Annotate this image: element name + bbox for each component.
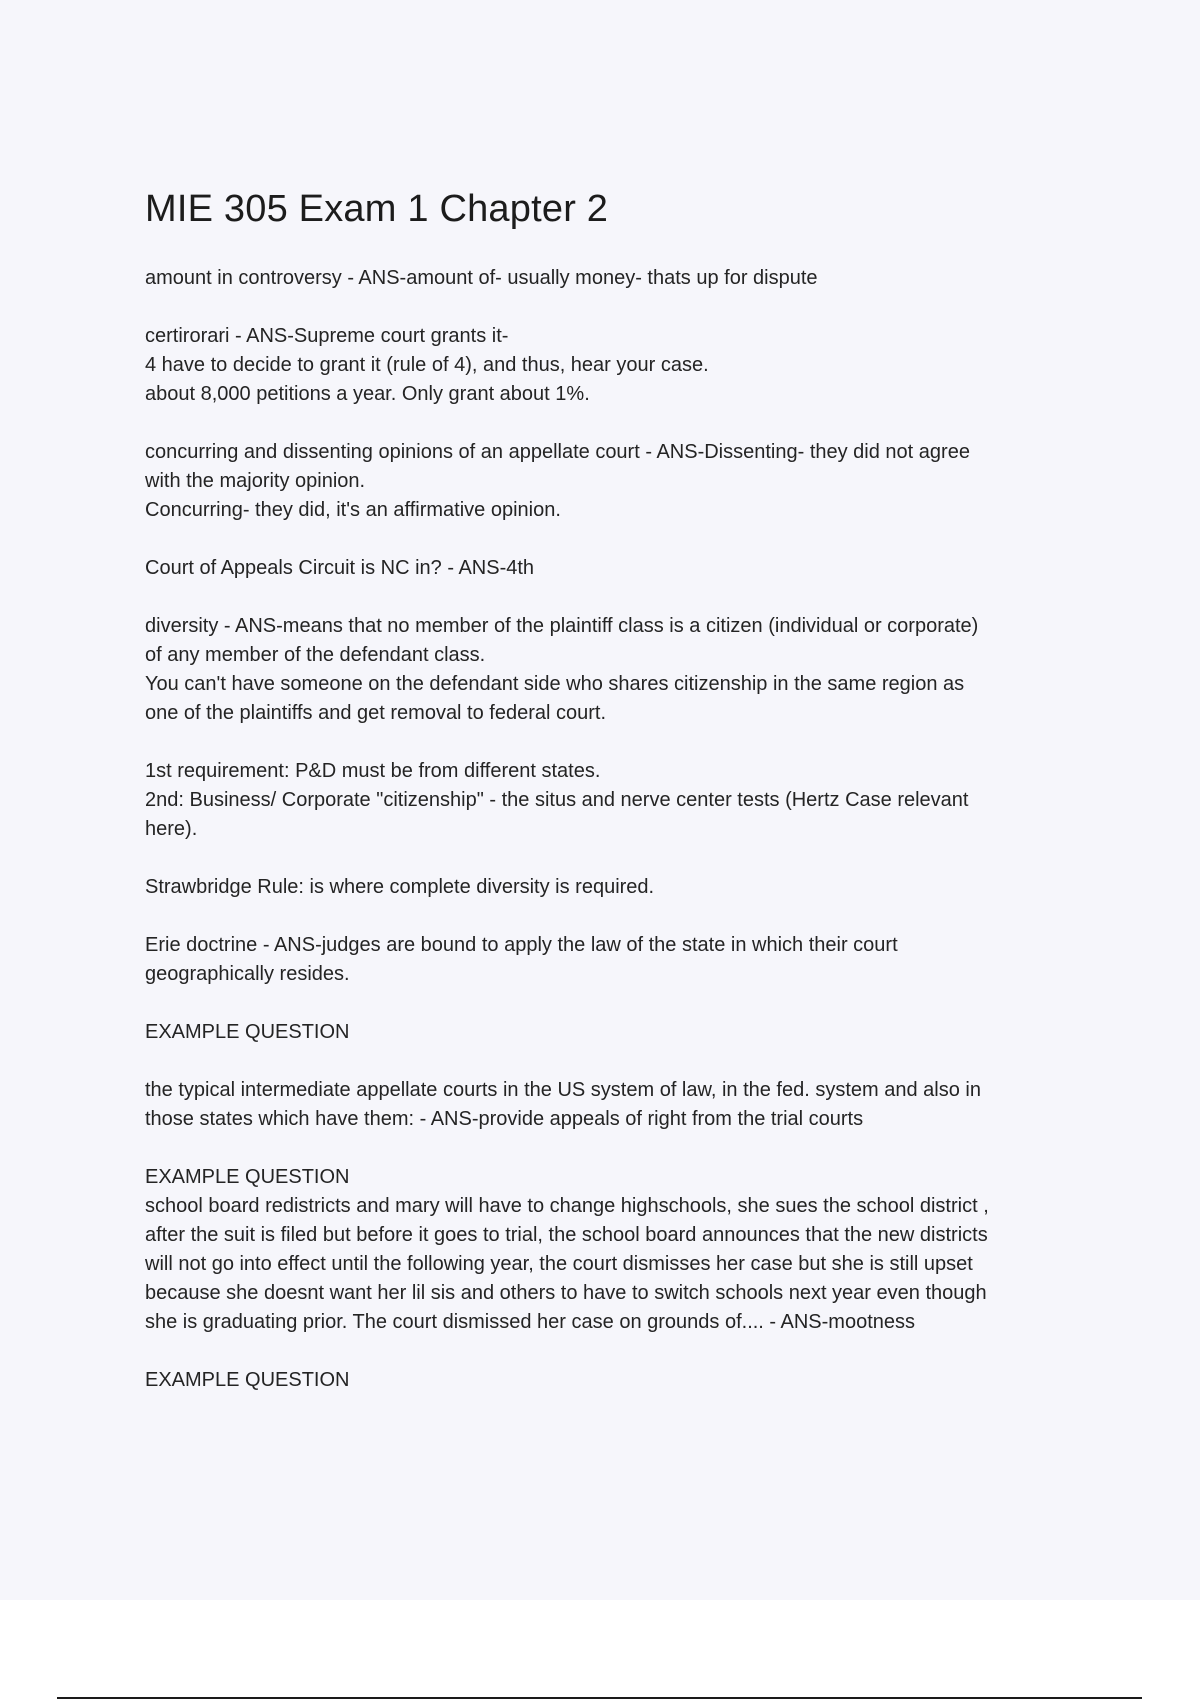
- text-line: 2nd: Business/ Corporate "citizenship" - the situs and nerve center tests (Hertz Case relevant: [145, 789, 969, 811]
- flashcard-court-of-appeals-circuit: [145, 554, 1085, 583]
- text-line: geographically resides.: [145, 963, 350, 985]
- text-line: here).: [145, 818, 198, 840]
- text-line: Erie doctrine - ANS-judges are bound to apply the law of the state in which their court: [145, 934, 898, 956]
- document-content: [145, 184, 1085, 1395]
- text-line: Concurring- they did, it's an affirmative opinion.: [145, 499, 561, 521]
- text-line: Court of Appeals Circuit is NC in? - ANS-4th: [145, 557, 535, 579]
- text-line: she is graduating prior. The court dismissed her case on grounds of.... - ANS-mootness: [145, 1311, 916, 1333]
- text-line: those states which have them: - ANS-provide appeals of right from the trial courts: [145, 1108, 864, 1130]
- text-line: because she doesnt want her lil sis and others to have to switch schools next year even though: [145, 1282, 987, 1304]
- text-line: EXAMPLE QUESTION: [145, 1369, 350, 1391]
- page-title: MIE 305 Exam 1 Chapter 2: [145, 188, 609, 230]
- text-line: certirorari - ANS-Supreme court grants it-: [145, 325, 509, 347]
- text-line: concurring and dissenting opinions of an appellate court - ANS-Dissenting- they did not agree: [145, 441, 970, 463]
- text-line: after the suit is filed but before it goes to trial, the school board announces that the new districts: [145, 1224, 988, 1246]
- flashcard-diversity: [145, 612, 1085, 728]
- page-divider: [57, 1697, 1142, 1699]
- text-line: school board redistricts and mary will have to change highschools, she sues the school district ,: [145, 1195, 989, 1217]
- text-line: one of the plaintiffs and get removal to federal court.: [145, 702, 607, 724]
- text-line: amount in controversy - ANS-amount of- usually money- thats up for dispute: [145, 267, 818, 289]
- text-line: EXAMPLE QUESTION: [145, 1166, 350, 1188]
- strawbridge-rule: [145, 873, 1085, 902]
- flashcard-mootness-example: [145, 1163, 1085, 1337]
- example-question-heading: [145, 1018, 1085, 1047]
- text-line: about 8,000 petitions a year. Only grant about 1%.: [145, 383, 590, 405]
- text-line: of any member of the defendant class.: [145, 644, 486, 666]
- flashcard-erie-doctrine: [145, 931, 1085, 989]
- flashcard-concurring-dissenting: [145, 438, 1085, 525]
- text-line: with the majority opinion.: [145, 470, 366, 492]
- text-line: Strawbridge Rule: is where complete diversity is required.: [145, 876, 655, 898]
- flashcard-amount-in-controversy: [145, 264, 1085, 293]
- example-question-heading: [145, 1366, 1085, 1395]
- diversity-requirements: [145, 757, 1085, 844]
- flashcard-intermediate-appellate-courts: [145, 1076, 1085, 1134]
- text-line: the typical intermediate appellate courts in the US system of law, in the fed. system and also in: [145, 1079, 981, 1101]
- text-line: EXAMPLE QUESTION: [145, 1021, 350, 1043]
- text-line: diversity - ANS-means that no member of the plaintiff class is a citizen (individual or corporate): [145, 615, 979, 637]
- text-line: 1st requirement: P&D must be from different states.: [145, 760, 601, 782]
- text-line: will not go into effect until the following year, the court dismisses her case but she is still upset: [145, 1253, 973, 1275]
- flashcard-certiorari: [145, 322, 1085, 409]
- text-line: You can't have someone on the defendant side who shares citizenship in the same region as: [145, 673, 965, 695]
- text-line: 4 have to decide to grant it (rule of 4), and thus, hear your case.: [145, 354, 709, 376]
